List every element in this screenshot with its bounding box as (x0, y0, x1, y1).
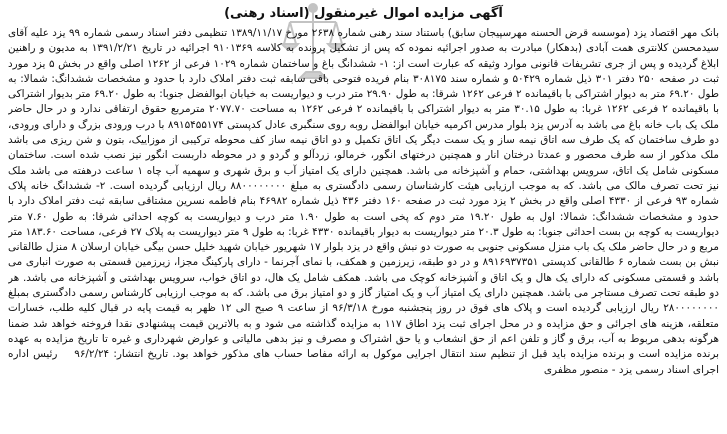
signature-office: رئیس اداره اجرای اسناد رسمی یزد - منصور مظفری (8, 348, 719, 376)
notice-title: آگهی مزایده اموال غیرمنقول (اسناد رهنی) (224, 6, 503, 21)
notice-body (8, 26, 719, 430)
notice-header (8, 4, 719, 26)
notice-body-text: بانک مهر اقتصاد یزد (موسسه قرض الحسنه مهرسپیجان سابق) باستناد سند رهنی شماره ۲۶۳۸ مورخ ۱۳۸۹/۱۱/۱۷ تنظیمی دفتر اسناد رسمی شماره ۹۹ یزد علیه آقای سیدمحسن کلانتری همت آبادی (بدهکار) مبادرت به صدور اجرائیه نموده که پس از تشکیل پرونده به کلاسه ۹۱۰۱۳۶۹ اجرائیه در تاریخ ۱۳۹۱/۲/۲۱ به مدیون و راهنین ابلاغ گردیده و پس از جری تشریفات قانونی موارد وثیقه که عبارت است از: ۱- ششدانگ باغ و ساختمان شماره ۱۰۲۹ فرعی از ۱۲۶۲ اصلی واقع در بخش ۵ یزد مورد ثبت در صفحه ۲۵۰ دفتر ۳۰۱ ذیل شماره ۵۰۴۲۹ و شماره سند ۳۰۸۱۷۵ بنام فریده فتوحی باقی سابقه ثبت دفتر املاک دارد با حدود و مشخصات ششدانگ: شمالا: به طول ۶۹.۲۰ متر به دیوار اشتراکی با باقیمانده ۲ فرعی ۱۲۶۲ شرقا: به طول ۲۹.۹۰ متر درب و دیواریست به خیابان ابوالفضل جنوبا: به طول ۶۹.۲۰ متر بدیوار اشتراکی با باقیمانده ۲ فرعی ۱۲۶۲ غربا: به طول ۳۰.۱۵ متر به دیوار اشتراکی با باقیمانده ۲ فرعی ۱۲۶۲ به مساحت ۲۰۷۷.۷۰ مترمربع حقوق ارتفاقی ندارد و در حال حاضر ملک یک باب خانه باغ می باشد به آدرس یزد بلوار مدرس اکرمیه خیابان ابوالفضل روبه روی سنگبری عادل کدپستی ۸۹۱۵۴۵۵۱۷۴ با درب ورودی بزرگ و دارای ورودی، دو طرف ساختمان که یک طرف سه اتاق نیمه ساز و یک سمت دیگر یک اتاق تکمیل و دو اتاق نیمه ساز کف محوطه ترکیبی از موزاییک، بتون و شن ریزی می باشد ملک مذکور از سه طرف محصور و عمدتا درختان انار و همچنین درختهای انگور، خرمالو، زردآلو و گردو و در محوطه داربست انگور نیز نصب شده است. ساختمان مسکونی شامل یک اتاق، سرویس بهداشتی، حمام و آشپزخانه می باشد. همچنین دارای یک امتیاز آب و برق شهری و سهمیه آب چاه ۱ ساعت درهفته می باشد ملک نیز تحت تصرف مالک می باشد. که به موجب ارزیابی هیئت کارشناسان رسمی دادگستری به مبلغ ۸۸۰۰۰۰۰۰۰۰ ریال ارزیابی گردیده است. ۲- ششدانگ خانه پلاک شماره ۹۳ فرعی از ۴۳۳۰ اصلی واقع در بخش ۲ یزد مورد ثبت در صفحه ۱۶۰ دفتر ۴۳۶ ذیل شماره ۴۶۹۸۲ بنام فاطمه نسرین مشتاقی سابقه ثبت دفتر املاک دارد با حدود و مشخصات ششدانگ: شمالا: اول به طول ۱۹.۲۰ متر دوم که پخی است به طول ۱.۹۰ متر درب و دیواریست به کوچه احداثی شرقا: به طول ۷.۶۰ متر دیواریست به کوچه بن بست احداثی جنوبا: به طول ۲۰.۳ متر دیواریست به دیوار باقیمانده ۴۳۳۰ غربا: به طول ۹ متر دیواریست به پلاک ۲۷ فرعی، مساحت ۱۸۳.۶۰ متر مربع و در حال حاضر ملک یک باب منزل مسکونی جنوبی به صورت دو نبش واقع در یزد بلوار ۱۷ شهریور خیابان شهید خلیل حسن بیگی خیابان ارسلان ۸ منزل طالقانی نبش بن بست شماره ۶ طالقانی کدپستی ۸۹۱۶۹۳۷۳۵۱ و در دو طبقه، زیرزمین و همکف، با نمای آجرنما - دارای پارکینگ مجزا، زیرزمین قسمتی به صورت انباری می باشد و قسمتی مسکونی که دارای یک هال و یک اتاق و آشپزخانه کوچک می باشد. همکف شامل یک هال، دو اتاق خواب، سرویس بهداشتی و آشپزخانه می باشد. هر دو طبقه تحت تصرف مستاجر می باشد. همچنین دارای یک امتیاز آب و یک امتیاز گاز و دو امتیاز برق می باشد. که به موجب ارزیابی کارشناس رسمی دادگستری بمبلغ ۲۸۰۰۰۰۰۰۰۰ ریال ارزیابی گردیده است و پلاک های فوق در روز پنجشنبه مورخ ۹۶/۳/۱۸ از ساعت ۹ صبح الی ۱۲ ظهر به قیمت پایه در قبال کلیه طلب، خسارات متعلقه، هزینه های اجرائی و حق مزایده و در محل اجرای ثبت یزد اطاق ۱۱۷ به مزایده گذاشته می شود و به بالاترین قیمت پیشنهادی نقدا فروخته خواهد شد ضمنا هرگونه بدهی مربوط به آب، برق و گاز و تلفن اعم از حق انشعاب و یا حق اشتراک و مصرف و نیز بدهی مالیاتی و عوارض شهرداری و غیره تا تاریخ مزایده به عهده برنده مزایده است و برنده مزایده باید قبل از تنظیم سند انتقال اجرایی موکول به ارائه مفاصا حساب های مذکور خواهد بود. تاریخ انتشار: ۹۶/۲/۲۴ (8, 27, 719, 361)
